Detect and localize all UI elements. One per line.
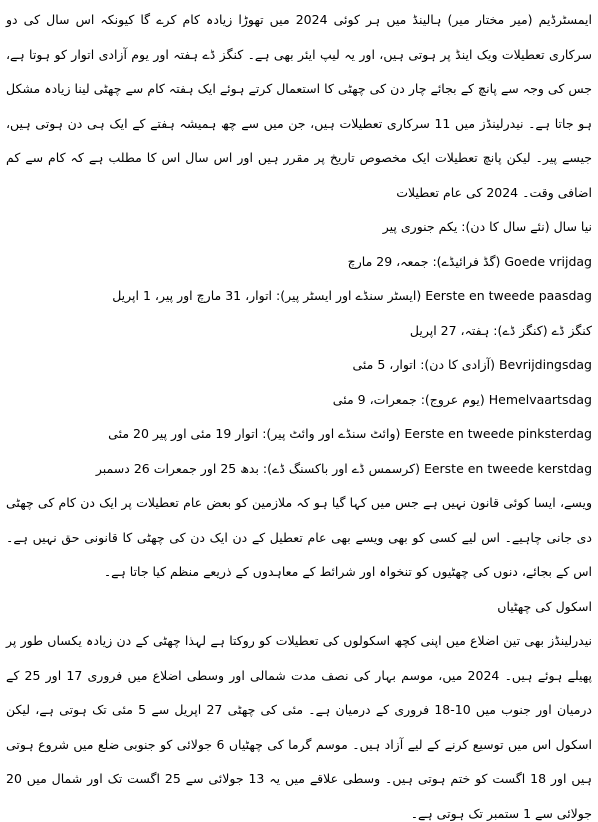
holiday-dutch-name: Hemelvaartsdag <box>488 391 592 407</box>
school-paragraph: نیدرلینڈز بھی تین اضلاع میں اپنی کچھ اسکولوں کی تعطیلات کو روکتا ہے لہذا چھٹی کے دن زیادہ یکساں طور پر پھیلے ہوئے ہیں۔ 2024 میں، موسم بہار کی نصف مدت شمالی اور وسطی اضلاع میں فروری 17 اور 25 کے درمیان اور جنوب میں 10-18 فروری کے درمیان ہے۔ مئی کی چھٹی 27 اپریل سے 5 مئی تک ہوتی ہے، لیکن اسکول اس میں توسیع کرنے کے لیے آزاد ہیں۔ موسم گرما کی چھٹیاں 6 جولائی کو جنوبی ضلع میں شروع ہوتی ہیں اور 18 اگست کو ختم ہوتی ہیں۔ وسطی علاقے میں یہ 13 جولائی سے 25 اگست تک اور شمال میں 20 جولائی سے 1 ستمبر تک ہوتی ہے۔ <box>6 633 593 821</box>
holiday-item <box>6 210 592 245</box>
holiday-item <box>6 417 592 452</box>
holiday-item <box>6 279 592 314</box>
law-paragraph: ویسے، ایسا کوئی قانون نہیں ہے جس میں کہا گیا ہو کہ ملازمین کو بعض عام تعطیلات پر ایک دن کام کی چھٹی دی جانی چاہیے۔ اس لیے کسی کو بھی ویسے بھی عام تعطیل کے دن ایک دن کی چھٹی کا قانونی حق نہیں ہے۔ اس کے بجائے، دنوں کی چھٹیوں کو تنخواہ اور شرائط کے معاہدوں کے ذریعے منظم کیا جاتا ہے۔ <box>6 495 592 579</box>
holiday-dutch-name: Eerste en tweede pinksterdag <box>404 426 592 441</box>
holiday-dutch-name: Goede vrijdag <box>504 253 592 269</box>
holiday-item <box>6 245 592 280</box>
holiday-desc: (آزادی کا دن): اتوار، 5 مئی <box>352 357 499 372</box>
holiday-list <box>6 210 592 486</box>
holiday-desc: (کرسمس ڈے اور باکسنگ ڈے): بدھ 25 اور جمعرات 26 دسمبر <box>95 460 424 476</box>
holiday-dutch-name: Bevrijdingsdag <box>498 357 592 372</box>
holiday-desc: نیا سال (نئے سال کا دن): یکم جنوری پیر <box>382 219 592 234</box>
holiday-desc: (ایسٹر سنڈے اور ایسٹر پیر): اتوار، 31 مارچ اور پیر، 1 اپریل <box>112 288 426 303</box>
intro-paragraph: ایمسٹرڈیم (میر مختار میر) ہالینڈ میں ہر کوئی 2024 میں تھوڑا زیادہ کام کرے گا کیونکہ اس سال کی دو سرکاری تعطیلات ویک اینڈ پر ہوتی ہیں، اور یہ لیپ ایئر بھی ہے۔ کنگز ڈے ہفتہ اور یوم آزادی اتوار کو ہوتا ہے، جس کی وجہ سے پانچ کے بجائے چار دن کی چھٹی کا استعمال کرتے ہوئے ایک ہفتہ کام سے چھٹی لینا زیادہ مشکل ہو جاتا ہے۔ نیدرلینڈز میں 11 سرکاری تعطیلات ہیں، جن میں سے چھ ہمیشہ ہفتے کے ایک ہی دن ہوتی ہیں، جیسے پیر۔ لیکن پانچ تعطیلات ایک مخصوص تاریخ پر مقرر ہیں اور اس سال اس کا مطلب ہے کہ کام سے کم اضافی وقت۔ 2024 کی عام تعطیلات <box>6 12 593 200</box>
holiday-dutch-name: Eerste en tweede paasdag <box>425 288 592 303</box>
holiday-item <box>6 348 592 383</box>
holiday-desc: (گڈ فرائیڈے): جمعہ، 29 مارچ <box>347 253 505 269</box>
section-heading: اسکول کی چھٹیاں <box>497 598 592 614</box>
holiday-desc: (یوم عروج): جمعرات، 9 مئی <box>332 391 489 407</box>
holiday-item <box>6 314 592 349</box>
holiday-desc: کنگز ڈے (کنگز ڈے): ہفتہ، 27 اپریل <box>409 322 592 338</box>
holiday-desc: (وائٹ سنڈے اور وائٹ پیر): اتوار 19 مئی اور پیر 20 مئی <box>108 426 405 441</box>
holiday-dutch-name: Eerste en tweede kerstdag <box>423 460 592 476</box>
holiday-item <box>6 383 592 418</box>
holiday-item <box>6 452 592 487</box>
